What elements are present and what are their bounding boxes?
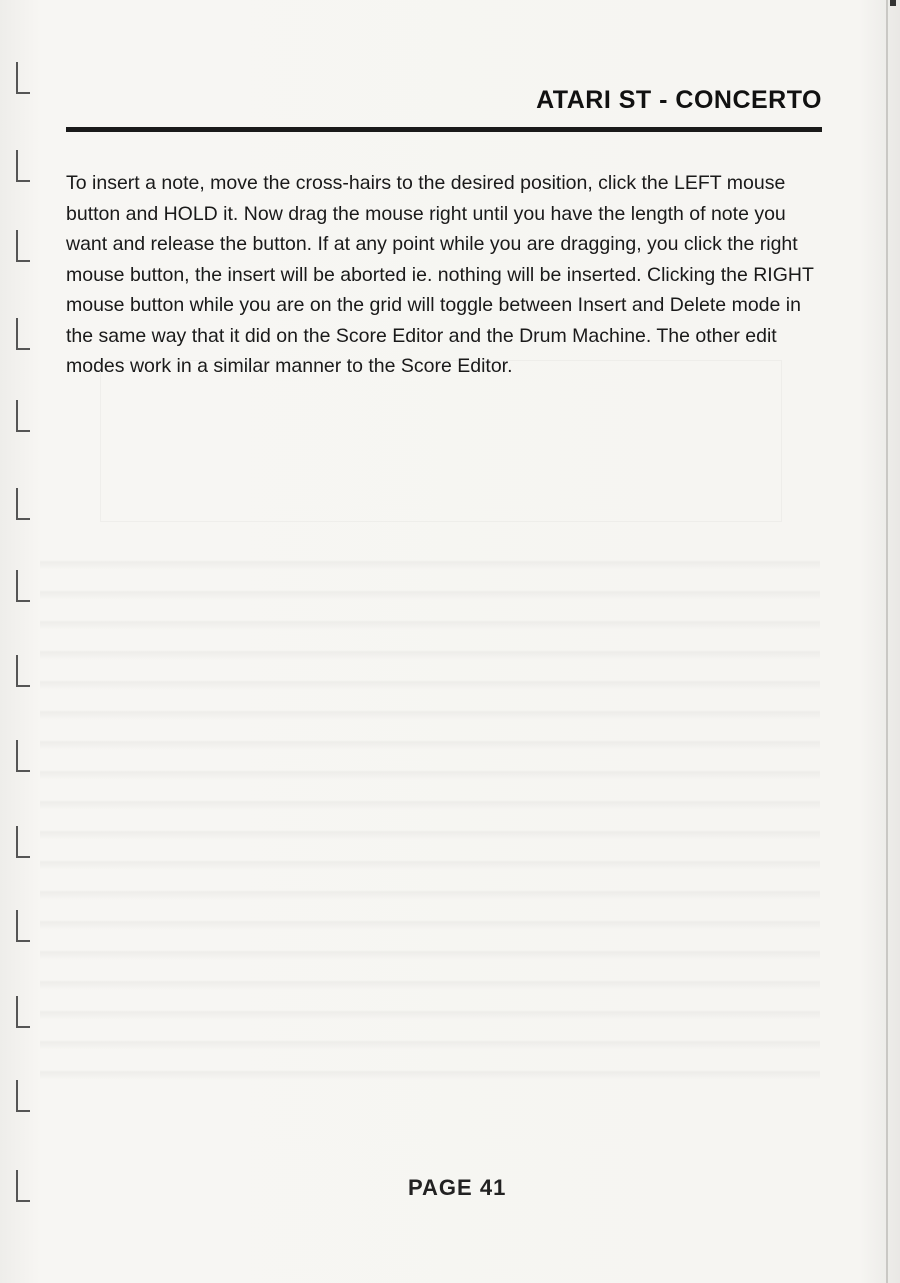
page-header xyxy=(66,86,822,146)
binder-mark xyxy=(16,1080,30,1112)
binder-mark xyxy=(16,740,30,772)
binder-mark xyxy=(16,910,30,942)
binder-mark xyxy=(16,150,30,182)
binder-mark xyxy=(16,996,30,1028)
binder-mark xyxy=(16,400,30,432)
body-paragraph: To insert a note, move the cross-hairs to the desired position, click the LEFT mouse button and HOLD it. Now drag the mouse right until you have the length of note you want and release the button. If at any point while you are dragging, you click the right mouse button, the insert will be aborted ie. nothing will be inserted. Clicking the RIGHT mouse button while you are on the grid will toggle between Insert and Delete mode in the same way that it did on the Score Editor and the Drum Machine. The other edit modes work in a similar manner to the Score Editor. xyxy=(66,172,814,377)
header-rule xyxy=(66,127,822,132)
binder-mark xyxy=(16,318,30,350)
binder-mark xyxy=(16,230,30,262)
binder-mark xyxy=(16,655,30,687)
binder-mark xyxy=(16,1170,30,1202)
binder-mark xyxy=(16,488,30,520)
header-title: ATARI ST - CONCERTO xyxy=(536,86,822,114)
binder-mark xyxy=(16,826,30,858)
page-number: PAGE 41 xyxy=(408,1175,507,1200)
bleed-through-figure xyxy=(100,360,782,522)
corner-mark xyxy=(890,0,896,6)
bleed-through-text xyxy=(40,540,820,1100)
binder-mark xyxy=(16,62,30,94)
binder-mark xyxy=(16,570,30,602)
page-edge-shadow xyxy=(886,0,888,1283)
